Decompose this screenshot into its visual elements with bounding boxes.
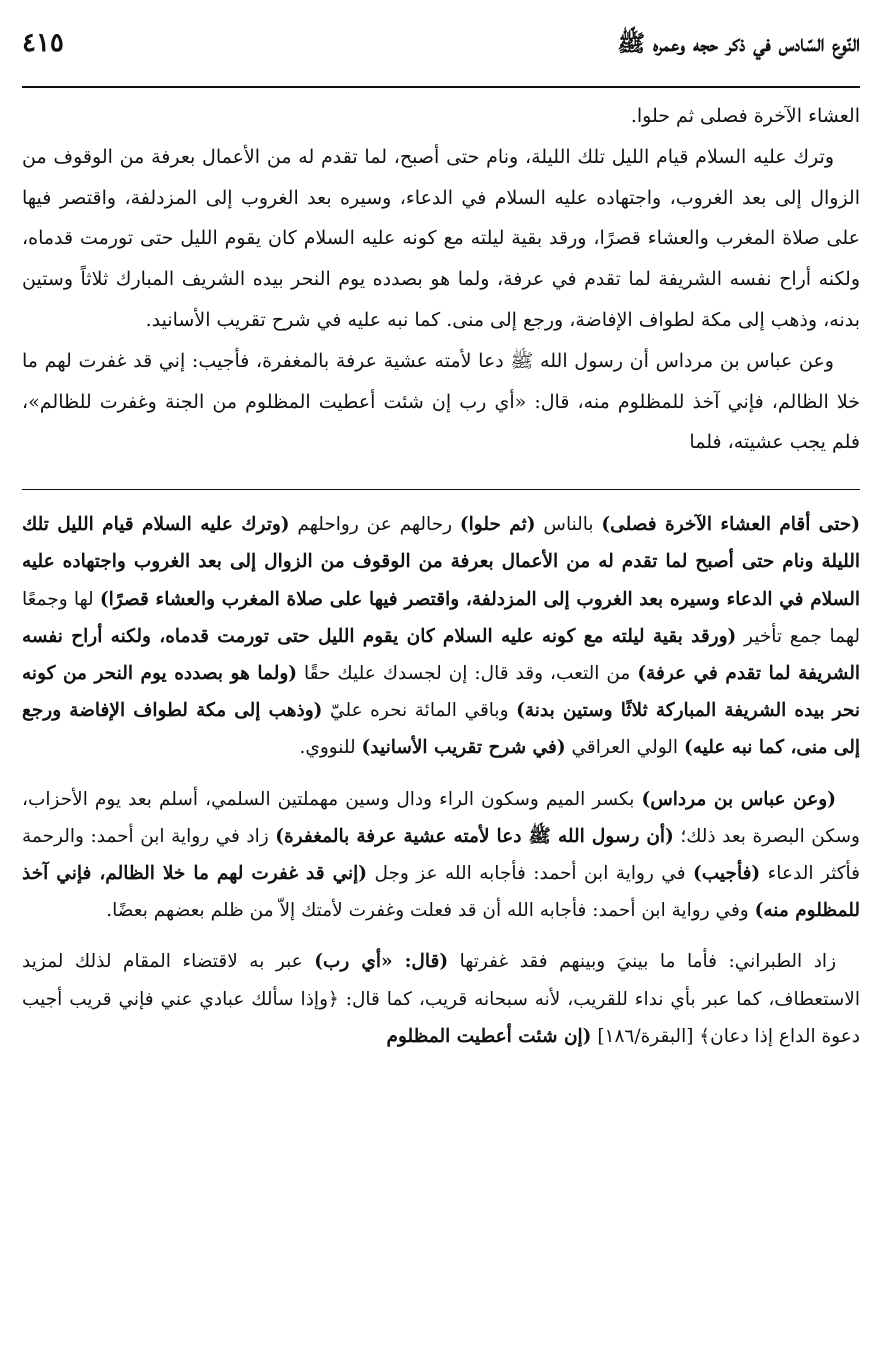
commentary-run: عبر به لاقتضاء المقام لذلك لمزيد الاستعطاف، كما عبر بأي نداء للقريب، لأنه سبحانه قريب، كما قال: ﴿وإذا سألك عبادي عني فإني قريب أجيب دعوة الداع إذا دعان﴾ [البقرة/١٨٦] [22,951,860,1047]
commentary-paragraph-3 [22,943,860,1055]
commentary-run: بالناس [535,514,602,536]
book-page [22,28,860,1055]
commentary-run: للنووي. [299,737,362,759]
bold-quote-run: (فأجيب) [693,863,761,884]
bold-quote-run: (أن رسول الله ﷺ دعا لأمته عشية عرفة بالمغفرة) [275,825,674,847]
bold-quote-run: (إني قد غفرت لهم ما خلا الظالم، فإني آخذ للمظلوم منه) [22,863,860,922]
bold-quote-run: (ورقد بقية ليلته مع كونه عليه السلام كان يقوم الليل حتى تورمت قدماه، ولكنه أراح نفسه الشريفة لما تقدم في عرفة) [22,625,860,684]
page-header [22,28,860,88]
commentary-run: رحالهم عن رواحلهم [289,514,460,536]
bold-quote-run: (في شرح تقريب الأسانيد) [361,737,566,759]
commentary-run: بكسر الميم وسكون الراء ودال وسين مهملتين السلمي، أسلم بعد يوم الأحزاب، وسكن البصرة بعد ذلك؛ [22,788,860,847]
running-title: النّوع السّادس في ذكر حجه وعمره ﷺ [617,30,860,57]
commentary-run: الولي العراقي [565,737,684,759]
commentary-run: وفي رواية ابن أحمد: فأجابه الله أن قد فعلت وغفرت لأمتك إلاّ من ظلم بعضهم بعضًا. [106,900,755,922]
page-number: ٤١٥ [22,28,64,58]
main-paragraph-1: العشاء الآخرة فصلى ثم حلوا. [630,105,860,127]
commentary-paragraph-1 [22,506,860,766]
footnote-separator [22,489,860,490]
bold-quote-run: (وذهب إلى مكة لطواف الإفاضة ورجع إلى منى، كما نبه عليه) [22,700,860,759]
bold-quote-run: (ولما هو بصدده يوم النحر من كونه نحر بيده الشريفة المباركة ثلاثًا وستين بدنة) [22,662,860,722]
main-paragraph-3: وعن عباس بن مرداس أن رسول الله ﷺ دعا لأمته عشية عرفة بالمغفرة، فأجيب: إني قد غفرت لهم ما خلا الظالم، فإني آخذ للمظلوم منه، قال: «أي رب إن شئت أعطيت المظلوم من الجنة وغفرت للظالم»، فلم يجب عشيته، فلما [22,349,860,454]
commentary-run: من التعب، وقد قال: إن لجسدك عليك حقًا [297,662,638,684]
commentary-paragraph-2 [22,781,860,930]
commentary-run: لها وجمعًا لهما جمع تأخير [22,588,860,647]
commentary-run: زاد الطبراني: فأما ما بينيَ وبينهم فقد غفرتها [448,951,837,973]
bold-quote-run: (وترك عليه السلام قيام الليل تلك الليلة ونام حتى أصبح لما تقدم له من الأعمال بعرفة من الوقوف من الزوال إلى بعد الغروب واجتهاده عليه السلام في الدعاء وسيره بعد الغروب إلى المزدلفة، واقتصر فيها على صلاة المغرب والعشاء قصرًا) [22,514,860,610]
commentary-run: زاد في رواية ابن أحمد: والرحمة فأكثر الدعاء [22,825,860,884]
bold-quote-run: (وعن عباس بن مرداس) [641,788,836,810]
main-paragraph-2: وترك عليه السلام قيام الليل تلك الليلة، ونام حتى أصبح، لما تقدم له من الأعمال بعرفة من الوقوف من الزوال إلى بعد الغروب، واجتهاده عليه السلام في الدعاء، وسيره بعد الغروب إلى المزدلفة، واقتصر فيها على صلاة المغرب والعشاء قصرًا، ورقد بقية ليلته مع كونه عليه السلام كان يقوم الليل حتى تورمت قدماه، ولكنه أراح نفسه الشريفة لما تقدم في عرفة، ولما هو بصدده يوم النحر بيده الشريف المبارك ثلاثاً وستين بدنه، وذهب إلى مكة لطواف الإفاضة، ورجع إلى منى. كما نبه عليه في شرح تقريب الأسانيد. [22,145,860,331]
commentary-text [22,506,860,1055]
main-text [22,96,860,463]
commentary-run: في رواية ابن أحمد: فأجابه الله عز وجل [367,863,693,884]
bold-quote-run: (قال: «أي رب) [314,951,449,973]
bold-quote-run: (إن شئت أعطيت المظلوم [386,1025,592,1047]
bold-quote-run: (ثم حلوا) [459,514,536,536]
bold-quote-run: (حتى أقام العشاء الآخرة فصلى) [601,514,860,536]
commentary-run: وباقي المائة نحره عليّ [322,700,517,722]
